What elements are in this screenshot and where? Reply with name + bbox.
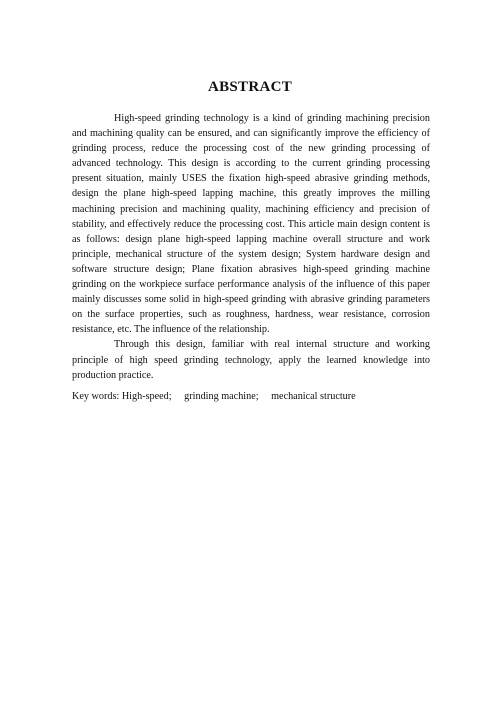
abstract-paragraph-2: Through this design, familiar with real internal structure and working principle of high speed grinding technology, apply the learned knowledge into production practice. — [72, 339, 430, 381]
keywords-line — [72, 389, 430, 404]
abstract-body — [72, 111, 430, 383]
keyword-item: High-speed; — [121, 391, 172, 402]
keyword-item: grinding machine; — [184, 391, 259, 402]
abstract-title: ABSTRACT — [207, 79, 293, 95]
abstract-paragraph-1: High-speed grinding technology is a kind of grinding machining precision and machining quality can be ensured, and can significantly improve the efficiency of grinding process, reduce the processing cost of the new grinding processing of advanced technology. This design is according to the current grinding processing present situation, mainly USES the fixation high-speed abrasive grinding methods, design the plane high-speed lapping machine, this greatly improves the milling machining precision and machining quality, machining efficiency and precision of stability, and effectively reduce the processing cost. This article main design content is as follows: design plane high-speed lapping machine overall structure and work principle, mechanical structure of the system design; System hardware design and software structure design; Plane fixation abrasives high-speed grinding machine grinding on the workpiece surface performance analysis of the influence of this paper mainly discusses some solid in high-speed grinding with abrasive grinding parameters on the surface properties, such as roughness, hardness, wear resistance, corrosion resistance, etc. The influence of the relationship. — [72, 113, 430, 336]
keywords-label: Key words: — [72, 391, 120, 402]
keyword-item: mechanical structure — [271, 391, 356, 402]
